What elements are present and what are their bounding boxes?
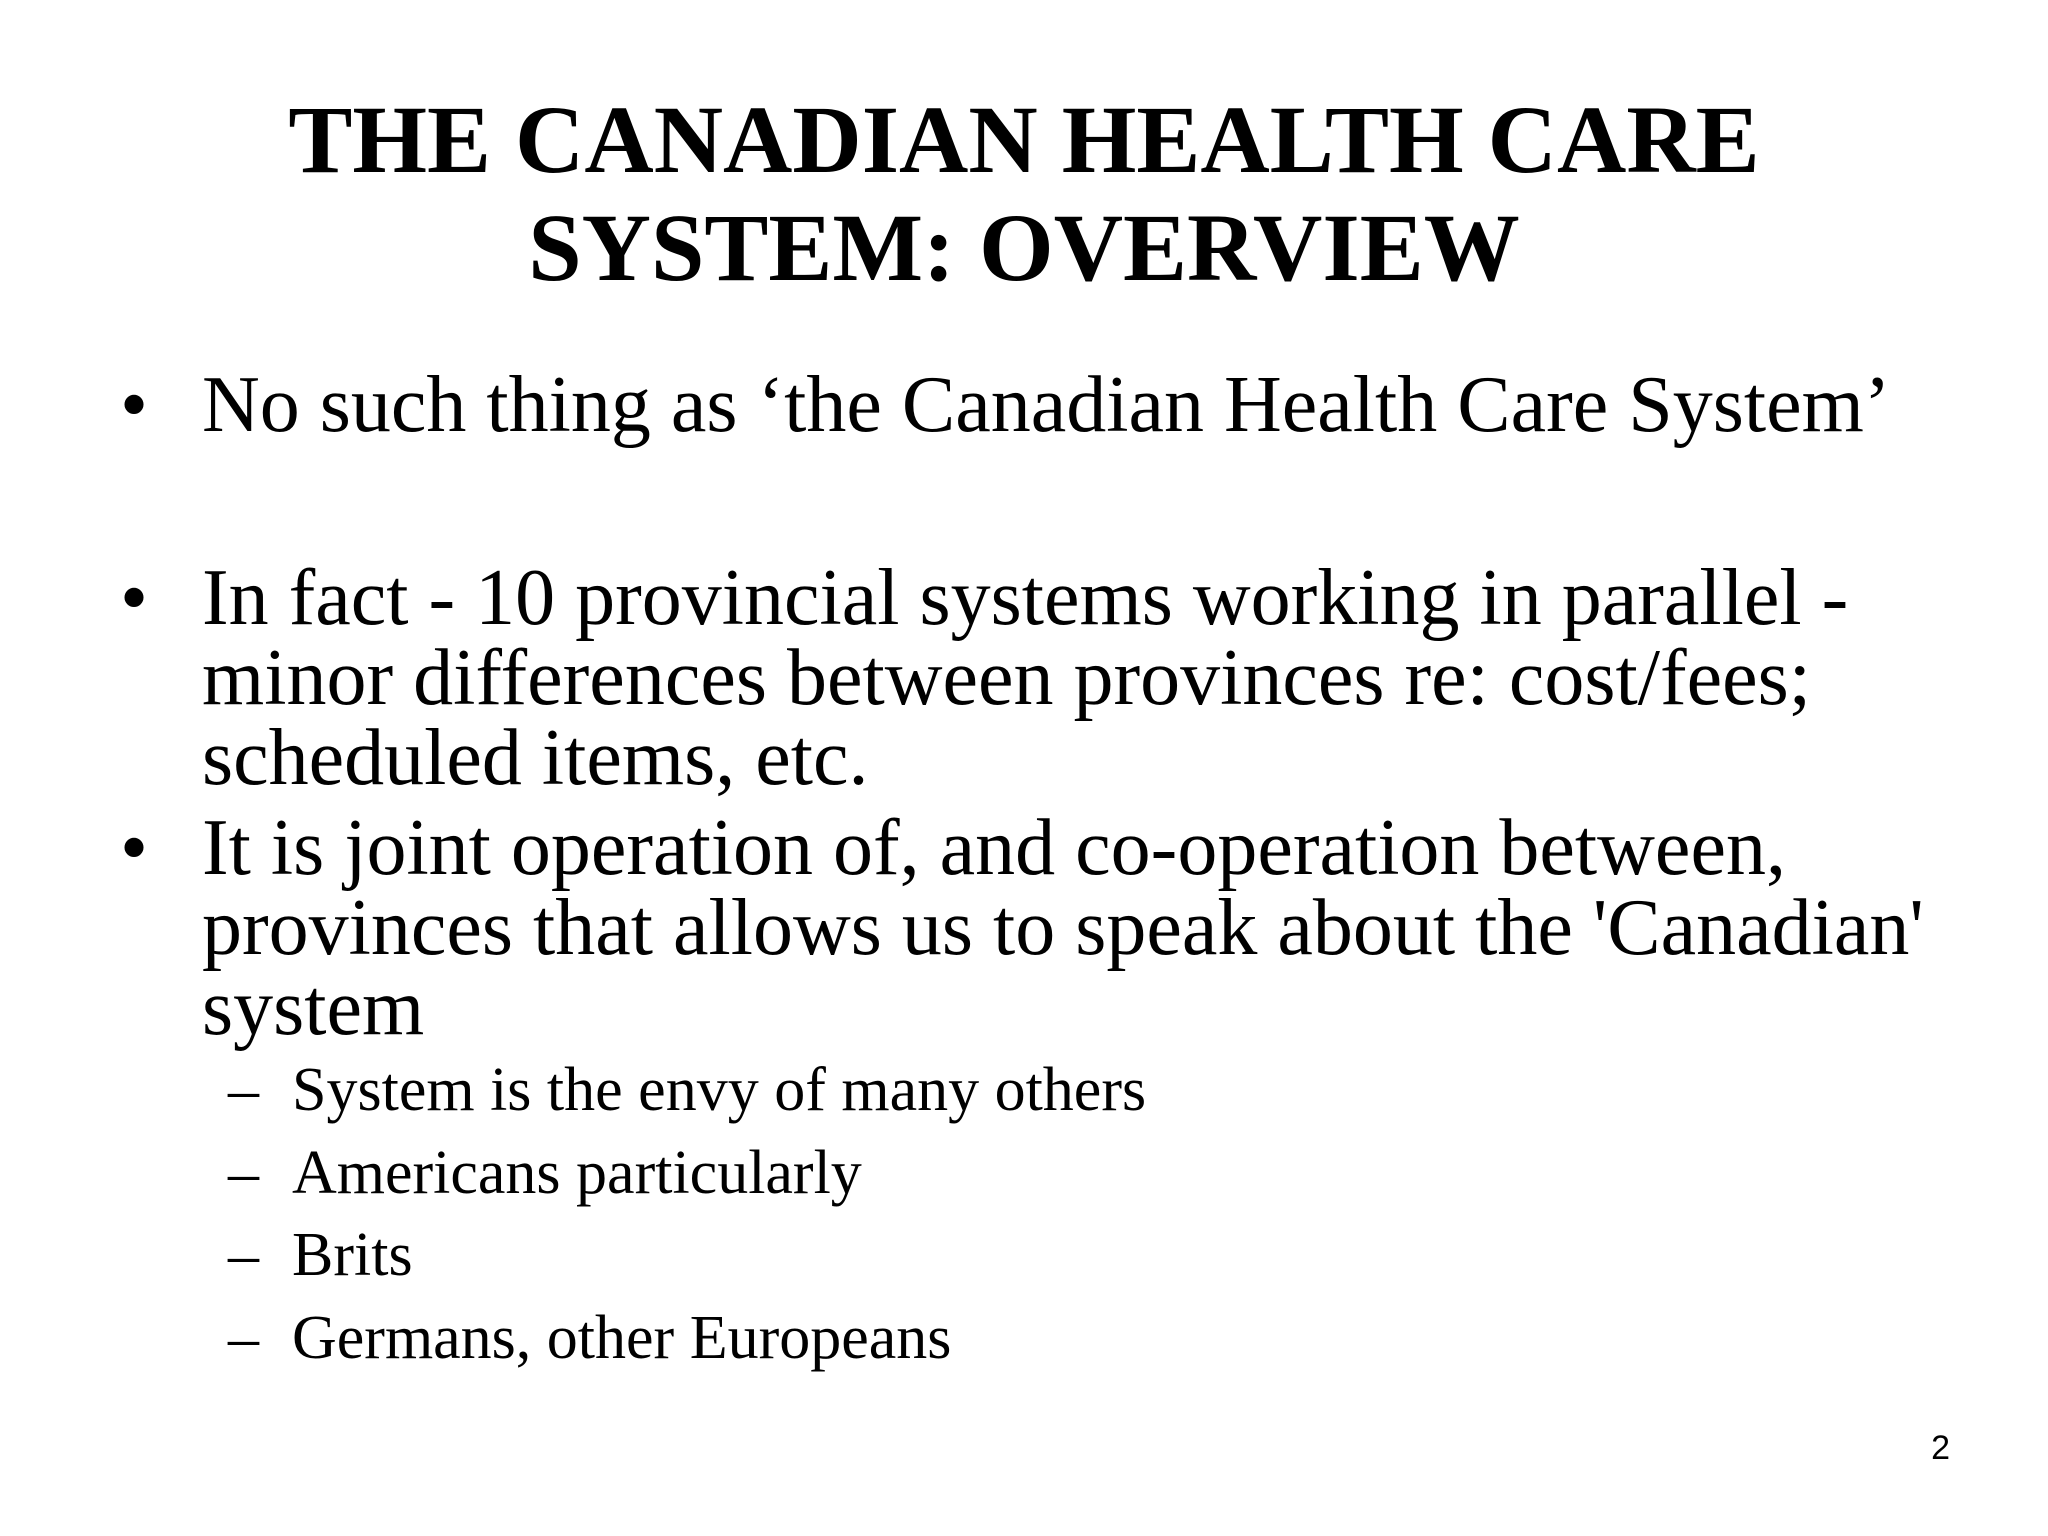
sub-bullet-dash: – bbox=[228, 1221, 259, 1289]
sub-bullet-dash: – bbox=[228, 1304, 259, 1372]
bullet-text-line: It is joint operation of, and co-operation between, bbox=[202, 804, 1786, 892]
sub-bullet-text: System is the envy of many others bbox=[292, 1056, 1147, 1124]
sub-bullet-text: Brits bbox=[292, 1221, 413, 1289]
bullet-text bbox=[202, 804, 1992, 1052]
slide-title-line: THE CANADIAN HEALTH CARE bbox=[288, 86, 1760, 193]
bullet-text-line: scheduled items, etc. bbox=[202, 714, 869, 802]
sub-bullet-text: Americans particularly bbox=[292, 1139, 862, 1207]
bullet-text-line: provinces that allows us to speak about the 'Canadian' bbox=[202, 884, 1924, 972]
sub-bullet-text: Germans, other Europeans bbox=[292, 1304, 952, 1372]
bullet-marker: • bbox=[120, 804, 149, 892]
bullet-text bbox=[202, 361, 1992, 449]
bullet-marker: • bbox=[120, 554, 149, 642]
bullet-marker: • bbox=[120, 361, 149, 449]
bullet-text-line: system bbox=[202, 964, 425, 1052]
slide-title bbox=[0, 86, 2048, 302]
bullet-text bbox=[202, 554, 1992, 802]
bullet-text-line: In fact - 10 provincial systems working in parallel - bbox=[202, 554, 1849, 642]
sub-bullet-dash: – bbox=[228, 1056, 259, 1124]
slide-title-line: SYSTEM: OVERVIEW bbox=[528, 194, 1520, 301]
bullet-text-line: No such thing as ‘the Canadian Health Care System’ bbox=[202, 361, 1891, 449]
sub-bullet-dash: – bbox=[228, 1139, 259, 1207]
bullet-text-line: minor differences between provinces re: cost/fees; bbox=[202, 634, 1811, 722]
page-number: 2 bbox=[1931, 1429, 1950, 1467]
